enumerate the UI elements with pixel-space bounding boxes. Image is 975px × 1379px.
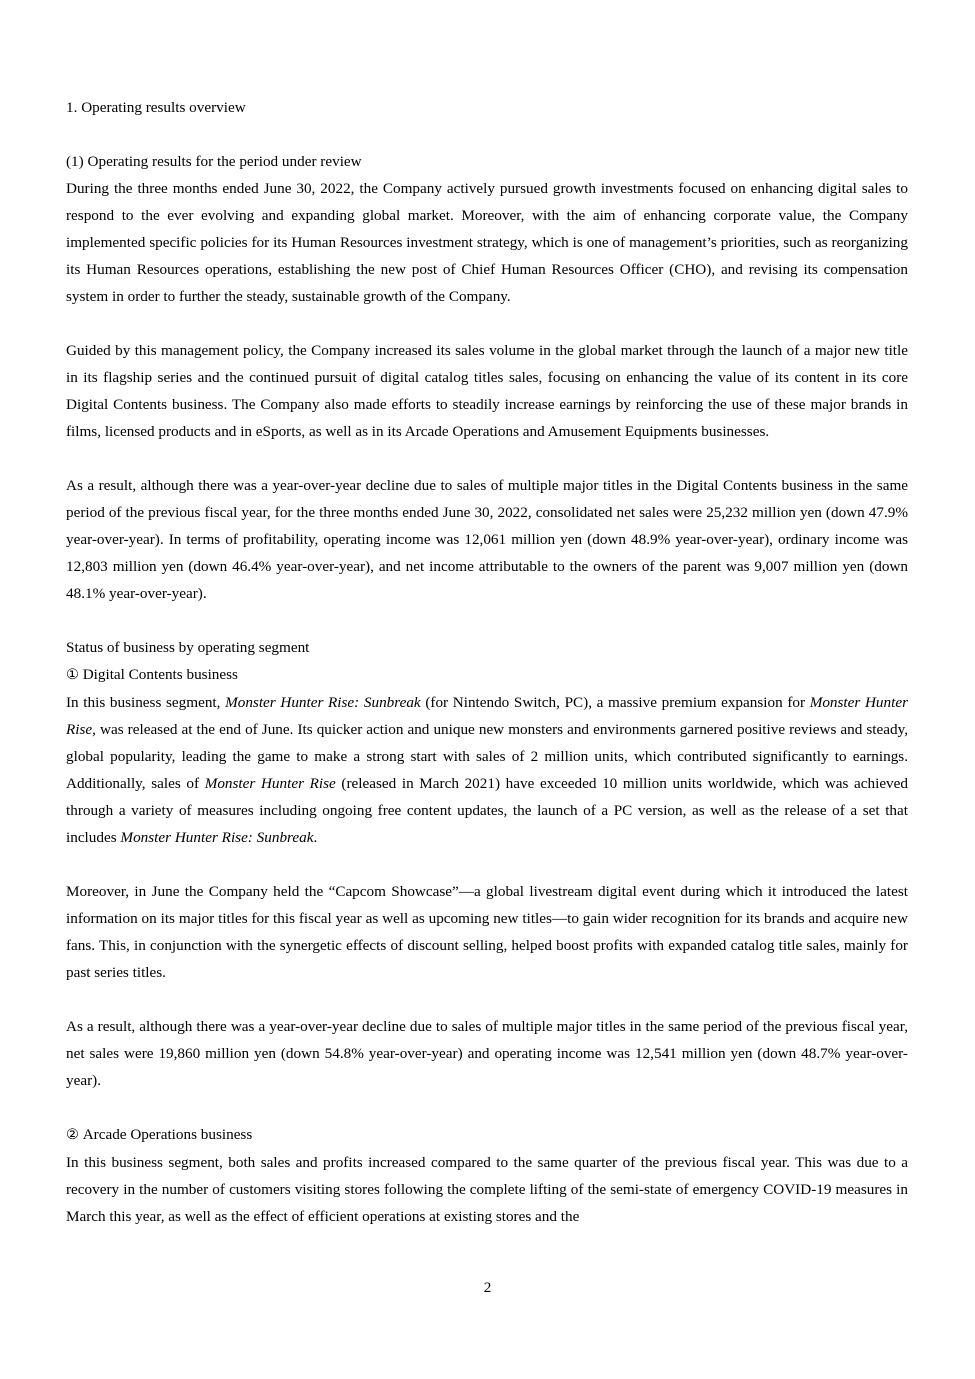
spacer [66,121,908,148]
text-run: , was released at the end of June. Its quicker action and unique new monsters and environments garnered positive reviews and steady, global popularity, leading the game to make a strong start with sales of 2 million units, which contributed significantly to earnings. Additionally, sales of [66,721,908,792]
spacer [66,851,908,878]
segment-heading-label: Arcade Operations business [82,1126,253,1143]
segment-status-heading: Status of business by operating segment [66,639,310,656]
text-run: (for Nintendo Switch, PC), a massive premium expansion for [420,694,810,711]
segment-heading-arcade-operations [66,1121,908,1149]
game-title-rise: Monster Hunter Rise [66,694,908,738]
segment-heading-digital-contents [66,661,908,689]
text-run: . [313,829,318,846]
spacer [66,607,908,634]
text-run: In this business segment, [66,694,226,711]
game-title-sunbreak: Monster Hunter Rise: Sunbreak [225,694,421,711]
section-heading: 1. Operating results overview [66,99,246,116]
game-title-rise: Monster Hunter Rise [204,775,336,792]
paragraph-operating-results-overview: During the three months ended June 30, 2022, the Company actively pursued growth investments focused on enhancing digital sales to respond to the ever evolving and expanding global market. Moreover, with the aim of enhancing corporate value, the Company implemented specific policies for its Human Resources investment strategy, which is one of management’s priorities, such as reorganizing its Human Resources operations, establishing the new post of Chief Human Resources Officer (CHO), and revising its compensation system in order to further the steady, sustainable growth of the Company. [66,180,908,305]
page-number: 2 [483,1279,492,1296]
paragraph-consolidated-results: As a result, although there was a year-over-year decline due to sales of multiple major titles in the Digital Contents business in the same period of the previous fiscal year, for the three months ended June 30, 2022, consolidated net sales were 25,232 million yen (down 47.9% year-over-year). In terms of profitability, operating income was 12,061 million yen (down 48.9% year-over-year), ordinary income was 12,803 million yen (down 46.4% year-over-year), and net income attributable to the owners of the parent was 9,007 million yen (down 48.1% year-over-year). [66,477,908,602]
text-run: (released in March 2021) have exceeded 10 million units worldwide, which was achieved through a variety of measures including ongoing free content updates, the launch of a PC version, as well as the release of a set that includes [66,775,908,846]
spacer [66,310,908,337]
paragraph-management-policy: Guided by this management policy, the Company increased its sales volume in the global market through the launch of a major new title in its flagship series and the continued pursuit of digital catalog titles sales, focusing on enhancing the value of its content in its core Digital Contents business. The Company also made efforts to steadily increase earnings by reinforcing the use of these major brands in films, licensed products and in eSports, as well as in its Arcade Operations and Amusement Equipments businesses. [66,342,908,440]
paragraph-capcom-showcase: Moreover, in June the Company held the “Capcom Showcase”—a global livestream digital event during which it introduced the latest information on its major titles for this fiscal year as well as upcoming new titles—to gain wider recognition for its brands and acquire new fans. This, in conjunction with the synergetic effects of discount selling, helped boost profits with expanded catalog title sales, mainly for past series titles. [66,883,908,981]
paragraph-digital-contents-detail [66,689,908,851]
spacer [66,1094,908,1121]
subsection-heading: (1) Operating results for the period under review [66,153,362,170]
page-content [66,94,908,1230]
game-title-sunbreak: Monster Hunter Rise: Sunbreak [120,829,314,846]
paragraph-arcade-operations-detail: In this business segment, both sales and profits increased compared to the same quarter of the previous fiscal year. This was due to a recovery in the number of customers visiting stores following the complete lifting of the semi-state of emergency COVID-19 measures in March this year, as well as the effect of efficient operations at existing stores and the [66,1154,908,1225]
circled-number-two-icon: ② [66,1127,79,1143]
circled-number-one-icon: ① [66,667,79,683]
segment-heading-label: Digital Contents business [82,666,238,683]
spacer [66,986,908,1013]
paragraph-digital-contents-results: As a result, although there was a year-over-year decline due to sales of multiple major titles in the same period of the previous fiscal year, net sales were 19,860 million yen (down 54.8% year-over-year) and operating income was 12,541 million yen (down 48.7% year-over-year). [66,1018,908,1089]
spacer [66,445,908,472]
